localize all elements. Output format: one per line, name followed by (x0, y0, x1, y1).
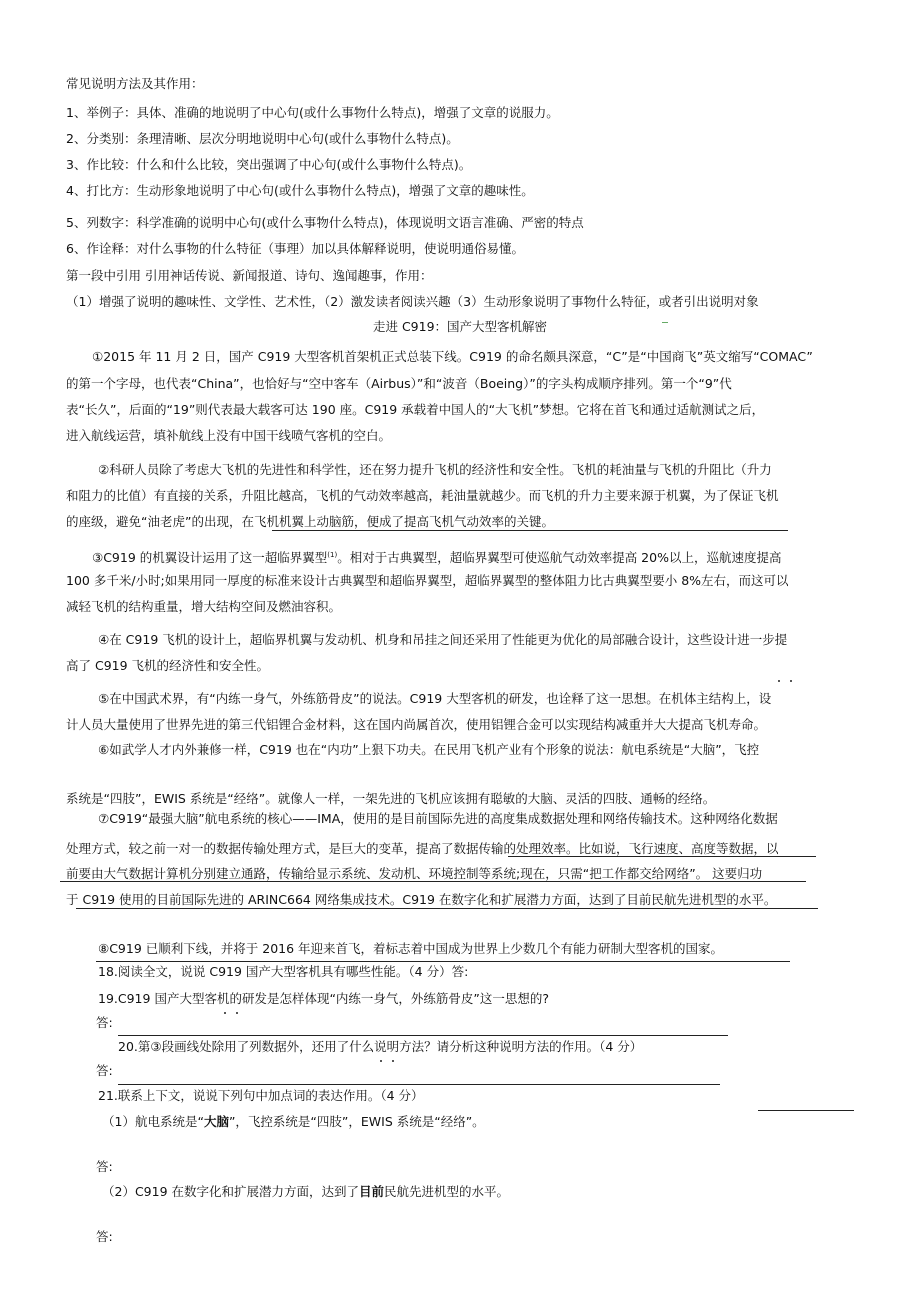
underline (272, 530, 788, 531)
emphasis-dot (790, 680, 792, 682)
method-item: 5、列数字：科学准确的说明中心句(或什么事物什么特点)，体现说明文语言准确、严密的特点 (66, 215, 584, 230)
quote-effect: （1）增强了说明的趣味性、文学性、艺术性，（2）激发读者阅读兴趣（3）生动形象说明了事物什么特征，或者引出说明对象 (66, 294, 759, 309)
method-item: 1、举例子：具体、准确的地说明了中心句(或什么事物什么特点)，增强了文章的说服力。 (66, 105, 559, 120)
paragraph-8: ⑧C919 已顺利下线，并将于 2016 年迎来首飞，着标志着中国成为世界上少数几个有能力研制大型客机的国家。 (98, 941, 724, 956)
methods-title: 常见说明方法及其作用： (66, 76, 204, 91)
question-18: 18.阅读全文，说说 C919 国产大型客机具有哪些性能。（4 分）答: (98, 964, 469, 979)
paragraph-1-line: 的第一个字母，也代表“China”，也恰好与“空中客车（Airbus）”和“波音（Boeing）”的字头构成顺序排列。第一个“9”代 (66, 376, 732, 391)
answer-line-extra[interactable] (758, 1110, 854, 1111)
method-item: 6、作诠释：对什么事物的什么特征（事理）加以具体解释说明，使说明通俗易懂。 (66, 241, 524, 256)
underline (76, 908, 818, 909)
question-21-1: （1）航电系统是“大脑”，飞控系统是“四肢”，EWIS 系统是“经络”。 (102, 1114, 485, 1129)
paragraph-6-line: ⑥如武学人才内外兼修一样，C919 也在“内功”上狠下功夫。在民用飞机产业有个形象的说法：航电系统是“大脑”，飞控 (98, 742, 760, 757)
answer-label-21-1: 答: (96, 1159, 113, 1174)
emphasis-dot (380, 1060, 382, 1062)
paragraph-6-line: 系统是“四肢”，EWIS 系统是“经络”。就像人一样，一架先进的飞机应该拥有聪敏的大脑、灵活的四肢、通畅的经络。 (66, 791, 716, 806)
paragraph-1-line: ①2015 年 11 月 2 日，国产 C919 大型客机首架机正式总装下线。C919 的命名颇具深意，“C”是“中国商飞”英文缩写“COMAC” (92, 349, 813, 364)
paragraph-7-line: 于 C919 使用的目前国际先进的 ARINC664 网络集成技术。C919 在数字化和扩展潜力方面，达到了目前民航先进机型的水平。 (66, 892, 777, 907)
method-item: 4、打比方：生动形象地说明了中心句(或什么事物什么特点)，增强了文章的趣味性。 (66, 183, 534, 198)
emphasis-dot (224, 1012, 226, 1014)
quote-line: 第一段中引用 引用神话传说、新闻报道、诗句、逸闻趣事，作用： (66, 268, 433, 283)
answer-label-19: 答: (96, 1015, 113, 1030)
paragraph-3-line-1: ③C919 的机翼设计运用了这一超临界翼型$^{(1)}$。相对于古典翼型，超临界翼型可使巡航气动效率提高 20%以上，巡航速度提高 (92, 550, 782, 566)
paragraph-2-line: 和阻力的比值）有直接的关系，升阻比越高，飞机的气动效率越高，耗油量就越少。而飞机的升力主要来源于机翼，为了保证飞机 (66, 488, 779, 503)
question-21-2: （2）C919 在数字化和扩展潜力方面，达到了目前民航先进机型的水平。 (102, 1184, 510, 1199)
paragraph-2-line: 的座级，避免“油老虎”的出现，在飞机机翼上动脑筋，便成了提高飞机气动效率的关键。 (66, 514, 554, 529)
paragraph-4-line: 高了 C919 飞机的经济性和安全性。 (66, 658, 270, 673)
question-20: 20.第③段画线处除用了列数据外，还用了什么说明方法？请分析这种说明方法的作用。（4 分） (118, 1039, 643, 1054)
paragraph-3-line: 减轻飞机的结构重量，增大结构空间及燃油容积。 (66, 599, 342, 614)
emphasis-dot (392, 1060, 394, 1062)
paragraph-3-line: 100 多千米/小时;如果用同一厚度的标准来设计古典翼型和超临界翼型，超临界翼型的整体阻力比古典翼型要小 8%左右，而这可以 (66, 573, 789, 588)
question-19: 19.C919 国产大型客机的研发是怎样体现“内练一身气，外练筋骨皮”这一思想的? (98, 991, 550, 1006)
paragraph-7-line: 处理方式，较之前一对一的数据传输处理方式，是巨大的变革，提高了数据传输的处理效率。比如说，飞行速度、高度等数据，以 (66, 841, 779, 856)
paragraph-7-line: ⑦C919“最强大脑”航电系统的核心——IMA，使用的是目前国际先进的高度集成数据处理和网络传输技术。这种网络化数据 (98, 811, 778, 826)
mark (662, 322, 668, 323)
paragraph-7-line: 前要由大气数据计算机分别建立通路，传输给显示系统、发动机、环境控制等系统;现在，只需“把工作都交给网络”。 这要归功 (66, 866, 763, 881)
emphasis-dot (778, 680, 780, 682)
underline (96, 961, 790, 962)
method-item: 3、作比较：什么和什么比较，突出强调了中心句(或什么事物什么特点)。 (66, 157, 472, 172)
paragraph-4-line: ④在 C919 飞机的设计上，超临界机翼与发动机、机身和吊挂之间还采用了性能更为优化的局部融合设计，这些设计进一步提 (98, 632, 788, 647)
paragraph-2-line: ②科研人员除了考虑大飞机的先进性和科学性，还在努力提升飞机的经济性和安全性。飞机的耗油量与飞机的升阻比（升力 (98, 462, 772, 477)
underline (508, 856, 816, 857)
paragraph-5-line: ⑤在中国武术界，有“内练一身气，外练筋骨皮”的说法。C919 大型客机的研发，也诠释了这一思想。在机体主结构上，设 (98, 691, 772, 706)
answer-line-19[interactable] (118, 1035, 728, 1036)
emphasis-dot (236, 1012, 238, 1014)
paragraph-5-line: 计人员大量使用了世界先进的第三代铝锂合金材料，这在国内尚属首次，使用铝锂合金可以实现结构减重并大大提高飞机寿命。 (66, 717, 767, 732)
answer-label-20: 答: (96, 1063, 113, 1078)
paragraph-1-line: 进入航线运营，填补航线上没有中国干线喷气客机的空白。 (66, 428, 392, 443)
question-21: 21.联系上下文，说说下列句中加点词的表达作用。（4 分） (98, 1088, 424, 1103)
answer-label-21-2: 答: (96, 1229, 113, 1244)
article-title: 走进 C919：国产大型客机解密 (372, 319, 548, 334)
paragraph-1-line: 表“长久”，后面的“19”则代表最大载客可达 190 座。C919 承载着中国人的“大飞机”梦想。它将在首飞和通过适航测试之后， (66, 402, 765, 417)
method-item: 2、分类别：条理清晰、层次分明地说明中心句(或什么事物什么特点)。 (66, 131, 459, 146)
answer-line-20[interactable] (118, 1084, 720, 1085)
underline (60, 881, 806, 882)
